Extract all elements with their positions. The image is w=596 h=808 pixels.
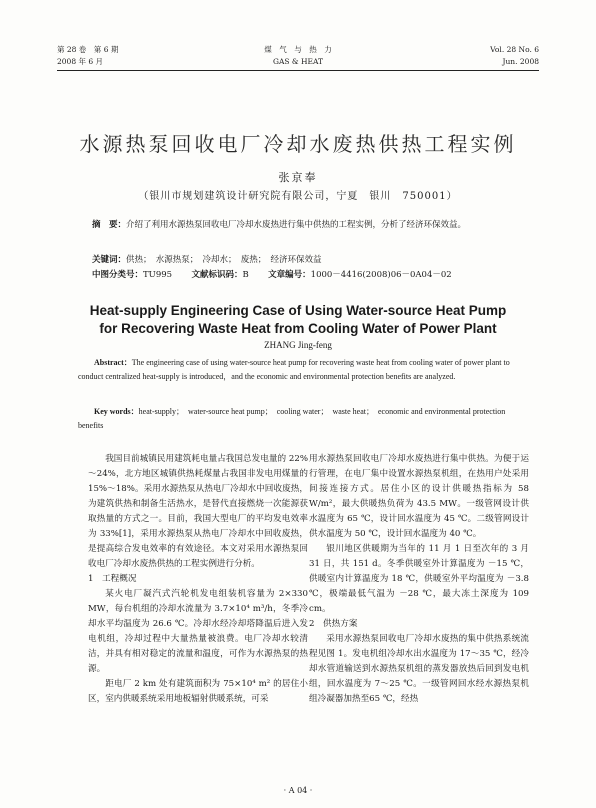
abstract-cn-text: 介绍了利用水源热泵回收电厂冷却水废热进行集中供热的工程实例，分析了经济环保效益。 [126, 220, 467, 230]
header-rule [57, 70, 539, 71]
paragraph: 采用水源热泵回收电厂冷却水废热的集中供热系统流程见图 1。发电机组冷却水出水温度为 17～35 ℃，经冷却水管道输送到水源热泵机组的蒸发器放热后回到发电机组，回水温度为 7～25 ℃。一级管网回水经水源热泵机组冷凝器加热至65 ℃，经热 [309, 634, 529, 704]
abstract-en-label: Abstract： [94, 358, 132, 367]
paper-title-en [0, 302, 596, 338]
journal-name-en: GAS & HEAT [272, 57, 323, 66]
journal-name-cn: 煤 气 与 热 力 [264, 45, 332, 54]
paragraph: 银川地区供暖期为当年的 11 月 1 日至次年的 3 月 31 日，共 151 d。冬季供暖室外计算温度为 －15 ℃，供暖室内计算温度为 18 ℃，供暖室外平均温度为 －3.8 ℃，极端最低气温为 －28 ℃，最大冻土深度为 109 cm。 [309, 544, 529, 614]
affiliation-cn: （银川市规划建筑设计研究院有限公司，宁夏 银川 750001） [138, 191, 458, 202]
abstract-cn-label: 摘 要： [92, 220, 127, 230]
volume-issue-en: Vol. 28 No. 6 [490, 45, 539, 54]
keywords-en-label: Key words： [94, 407, 139, 416]
publication-date-en: Jun. 2008 [502, 57, 539, 66]
abstract-en-text: The engineering case of using water-source heat pump for recovering waste heat from cooling water of power plant to conduct centralized heat-supply is introduced，and the economic and environmental protection benefits are analyzed. [78, 358, 510, 381]
article-number-label: 文章编号： [268, 270, 311, 280]
doc-code-label: 文献标识码： [191, 270, 243, 280]
body-column-left [88, 452, 308, 707]
keywords-en [78, 405, 522, 433]
keywords-en-text: heat-supply； water-source heat pump； cooling water； waste heat； economic and environmental protection benefits [78, 407, 506, 430]
abstract-cn [92, 218, 524, 233]
volume-issue: 第 28 卷 第 6 期 [57, 45, 119, 54]
doc-code-value: B [242, 270, 249, 280]
abstract-en [78, 356, 522, 384]
running-header-right [490, 44, 539, 68]
publication-date: 2008 年 6 月 [57, 57, 104, 66]
author-cn: 张京奉 [278, 171, 318, 184]
paper-title-en-line2: for Recovering Waste Heat from Cooling Water of Power Plant [99, 321, 497, 336]
paragraph: 某火电厂凝汽式汽轮机发电组装机容量为 2×330 MW，每台机组的冷却水流量为 3.7×10⁴ m³/h，冬季冷却水平均温度为 26.6 ℃。冷却水经冷却塔降温后进入发电机组，冷却过程中大量热量被浪费。电厂冷却水较清洁，并具有相对稳定的流量和温度，可作为水源热泵的热源。 [88, 589, 308, 674]
section-heading-2: 2 供热方案 [309, 619, 358, 629]
paragraph: 距电厂 2 km 处有建筑面积为 75×10⁴ m² 的居住小区，室内供暖系统采用地板辐射供暖系统，可采 [88, 679, 308, 704]
keywords-cn-label: 关键词： [92, 255, 127, 265]
paragraph: 我国目前城镇民用建筑耗电量占我国总发电量的 22%～24%，北方地区城镇供热耗煤量占我国非发电用煤量的 15%～18%。采用水源热泵从热电厂冷却水中回收废热，为建筑供热和制备生活热水，是替代直接燃烧一次能源获取热量的方式之一。目前，我国大型电厂的平均发电效率为 33%[1]，采用水源热泵从热电厂冷却水中回收废热，是提高综合发电效率的有效途径。本文对采用水源热泵回收电厂冷却水废热供热的工程实例进行分析。 [88, 454, 308, 569]
keywords-cn [92, 253, 524, 268]
paper-title-cn: 水源热泵回收电厂冷却水废热供热工程实例 [79, 132, 517, 156]
article-number-value: 1000－4416(2008)06－0A04－02 [310, 270, 452, 280]
paper-title-en-line1: Heat-supply Engineering Case of Using Water-source Heat Pump [89, 303, 507, 318]
page-number: · A 04 · [283, 786, 313, 795]
classification-line [92, 268, 524, 283]
clc-label: 中图分类号： [92, 270, 144, 280]
clc-value: TU995 [143, 270, 173, 280]
keywords-cn-text: 供热； 水源热泵； 冷却水； 废热； 经济环保效益 [126, 255, 322, 265]
paragraph: 用水源热泵回收电厂冷却水废热进行集中供热。为便于运行管理，在电厂集中设置水源热泵机组，在热用户处采用间接连接方式。居住小区的设计供暖热指标为 58 W/m²，最大供暖热负荷为 43.5 MW。一级管网设计供水温度为 65 ℃，设计回水温度为 45 ℃。二级管网设计供水温度为 50 ℃，设计回水温度为 40 ℃。 [309, 454, 529, 539]
section-heading-1: 1 工程概况 [88, 574, 137, 584]
body-column-right [309, 452, 529, 707]
author-en: ZHANG Jing-feng [264, 340, 332, 350]
